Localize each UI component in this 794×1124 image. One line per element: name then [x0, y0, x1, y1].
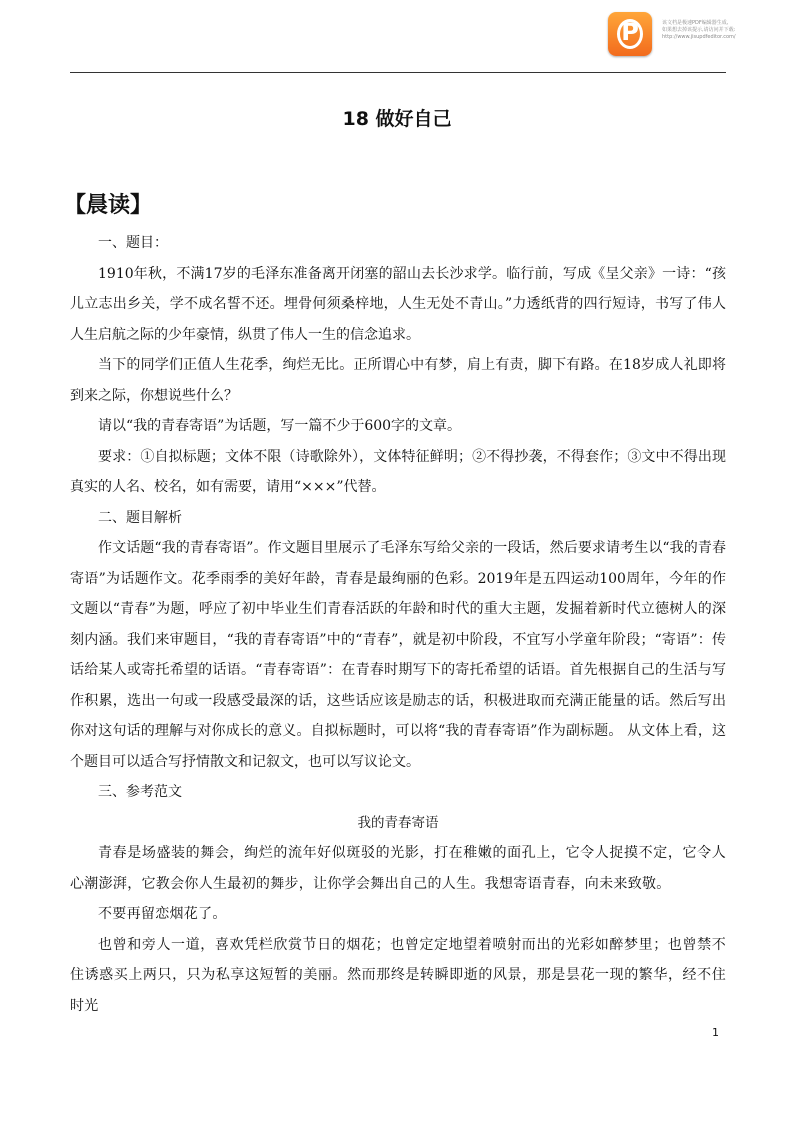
- essay-paragraph: 青春是场盛装的舞会，绚烂的流年好似斑驳的光影，打在稚嫩的面孔上，它令人捉摸不定，它令人心潮澎湃，它教会你人生最初的舞步，让你学会舞出自己的人生。我想寄语青春，向未来致敬。: [70, 845, 726, 892]
- header-logo: [608, 12, 652, 56]
- watermark-link[interactable]: http://www.jisupdfeditor.com/: [662, 34, 736, 40]
- paragraph: 请以“我的青春寄语”为话题，写一篇不少于600字的文章。: [98, 418, 462, 434]
- paragraph: 作文话题“我的青春寄语”。作文题目里展示了毛泽东写给父亲的一段话，然后要求请考生以“我的青春寄语”为话题作文。花季雨季的美好年龄，青春是最绚丽的色彩。2019年是五四运动100周年，今年的作文题以“青春”为题，呼应了初中毕业生们青春活跃的年龄和时代的重大主题，发掘着新时代立德树人的深刻内涵。我们来审题目，“我的青春寄语”中的“青春”，就是初中阶段，不宜写小学童年阶段；“寄语”：传话给某人或寄托希望的话语。“青春寄语”：在青春时期写下的寄托希望的话语。首先根据自己的生活与写作积累，选出一句或一段感受最深的话，这些话应该是励志的话，积极进取而充满正能量的话。然后写出你对这句话的理解与对你成长的意义。自拟标题时，可以将“我的青春寄语”作为副标题。 从文体上看，这个题目可以适合写抒情散文和记叙文，也可以写议论文。: [70, 540, 726, 770]
- sample-label: 三、参考范文: [98, 784, 182, 800]
- page-title: 18 做好自己: [342, 108, 452, 130]
- essay-paragraph: 不要再留恋烟花了。: [98, 906, 227, 922]
- analysis-label: 二、题目解析: [98, 509, 182, 526]
- watermark-line: 该文档是极速PDF编辑器生成,: [662, 20, 729, 26]
- essay-paragraph: 也曾和旁人一道，喜欢凭栏欣赏节日的烟花；也曾定定地望着喷射而出的光彩如醉梦里；也曾禁不住诱惑买上两只，只为私享这短暂的美丽。然而那终是转瞬即逝的风景，那是昙花一现的繁华，经不住时光: [70, 936, 726, 1014]
- paragraph: 1910年秋，不满17岁的毛泽东准备离开闭塞的韶山去长沙求学。临行前，写成《呈父亲》一诗：“孩儿立志出乡关，学不成名誓不还。埋骨何须桑梓地，人生无处不青山。”力透纸背的四行短诗，书写了伟人人生启航之际的少年豪情，纵贯了伟人一生的信念追求。: [70, 265, 726, 343]
- section-heading: 【晨读】: [64, 193, 153, 218]
- question-label: 一、题目：: [98, 235, 168, 251]
- logo-letter: P: [621, 18, 639, 46]
- watermark-text: [662, 20, 790, 41]
- header-divider: [70, 72, 726, 73]
- document-body: [70, 228, 726, 1021]
- paragraph: 要求：①自拟标题；文体不限（诗歌除外），文体特征鲜明；②不得抄袭，不得套作；③文中不得出现真实的人名、校名，如有需要，请用“×××”代替。: [70, 448, 726, 495]
- paragraph: 当下的同学们正值人生花季，绚烂无比。正所谓心中有梦，肩上有责，脚下有路。在18岁成人礼即将到来之际，你想说些什么？: [70, 357, 726, 404]
- page-number: 1: [712, 1026, 719, 1039]
- watermark-line: 如果想去掉该提示,请访问并下载:: [662, 27, 736, 33]
- essay-title: 我的青春寄语: [357, 814, 439, 831]
